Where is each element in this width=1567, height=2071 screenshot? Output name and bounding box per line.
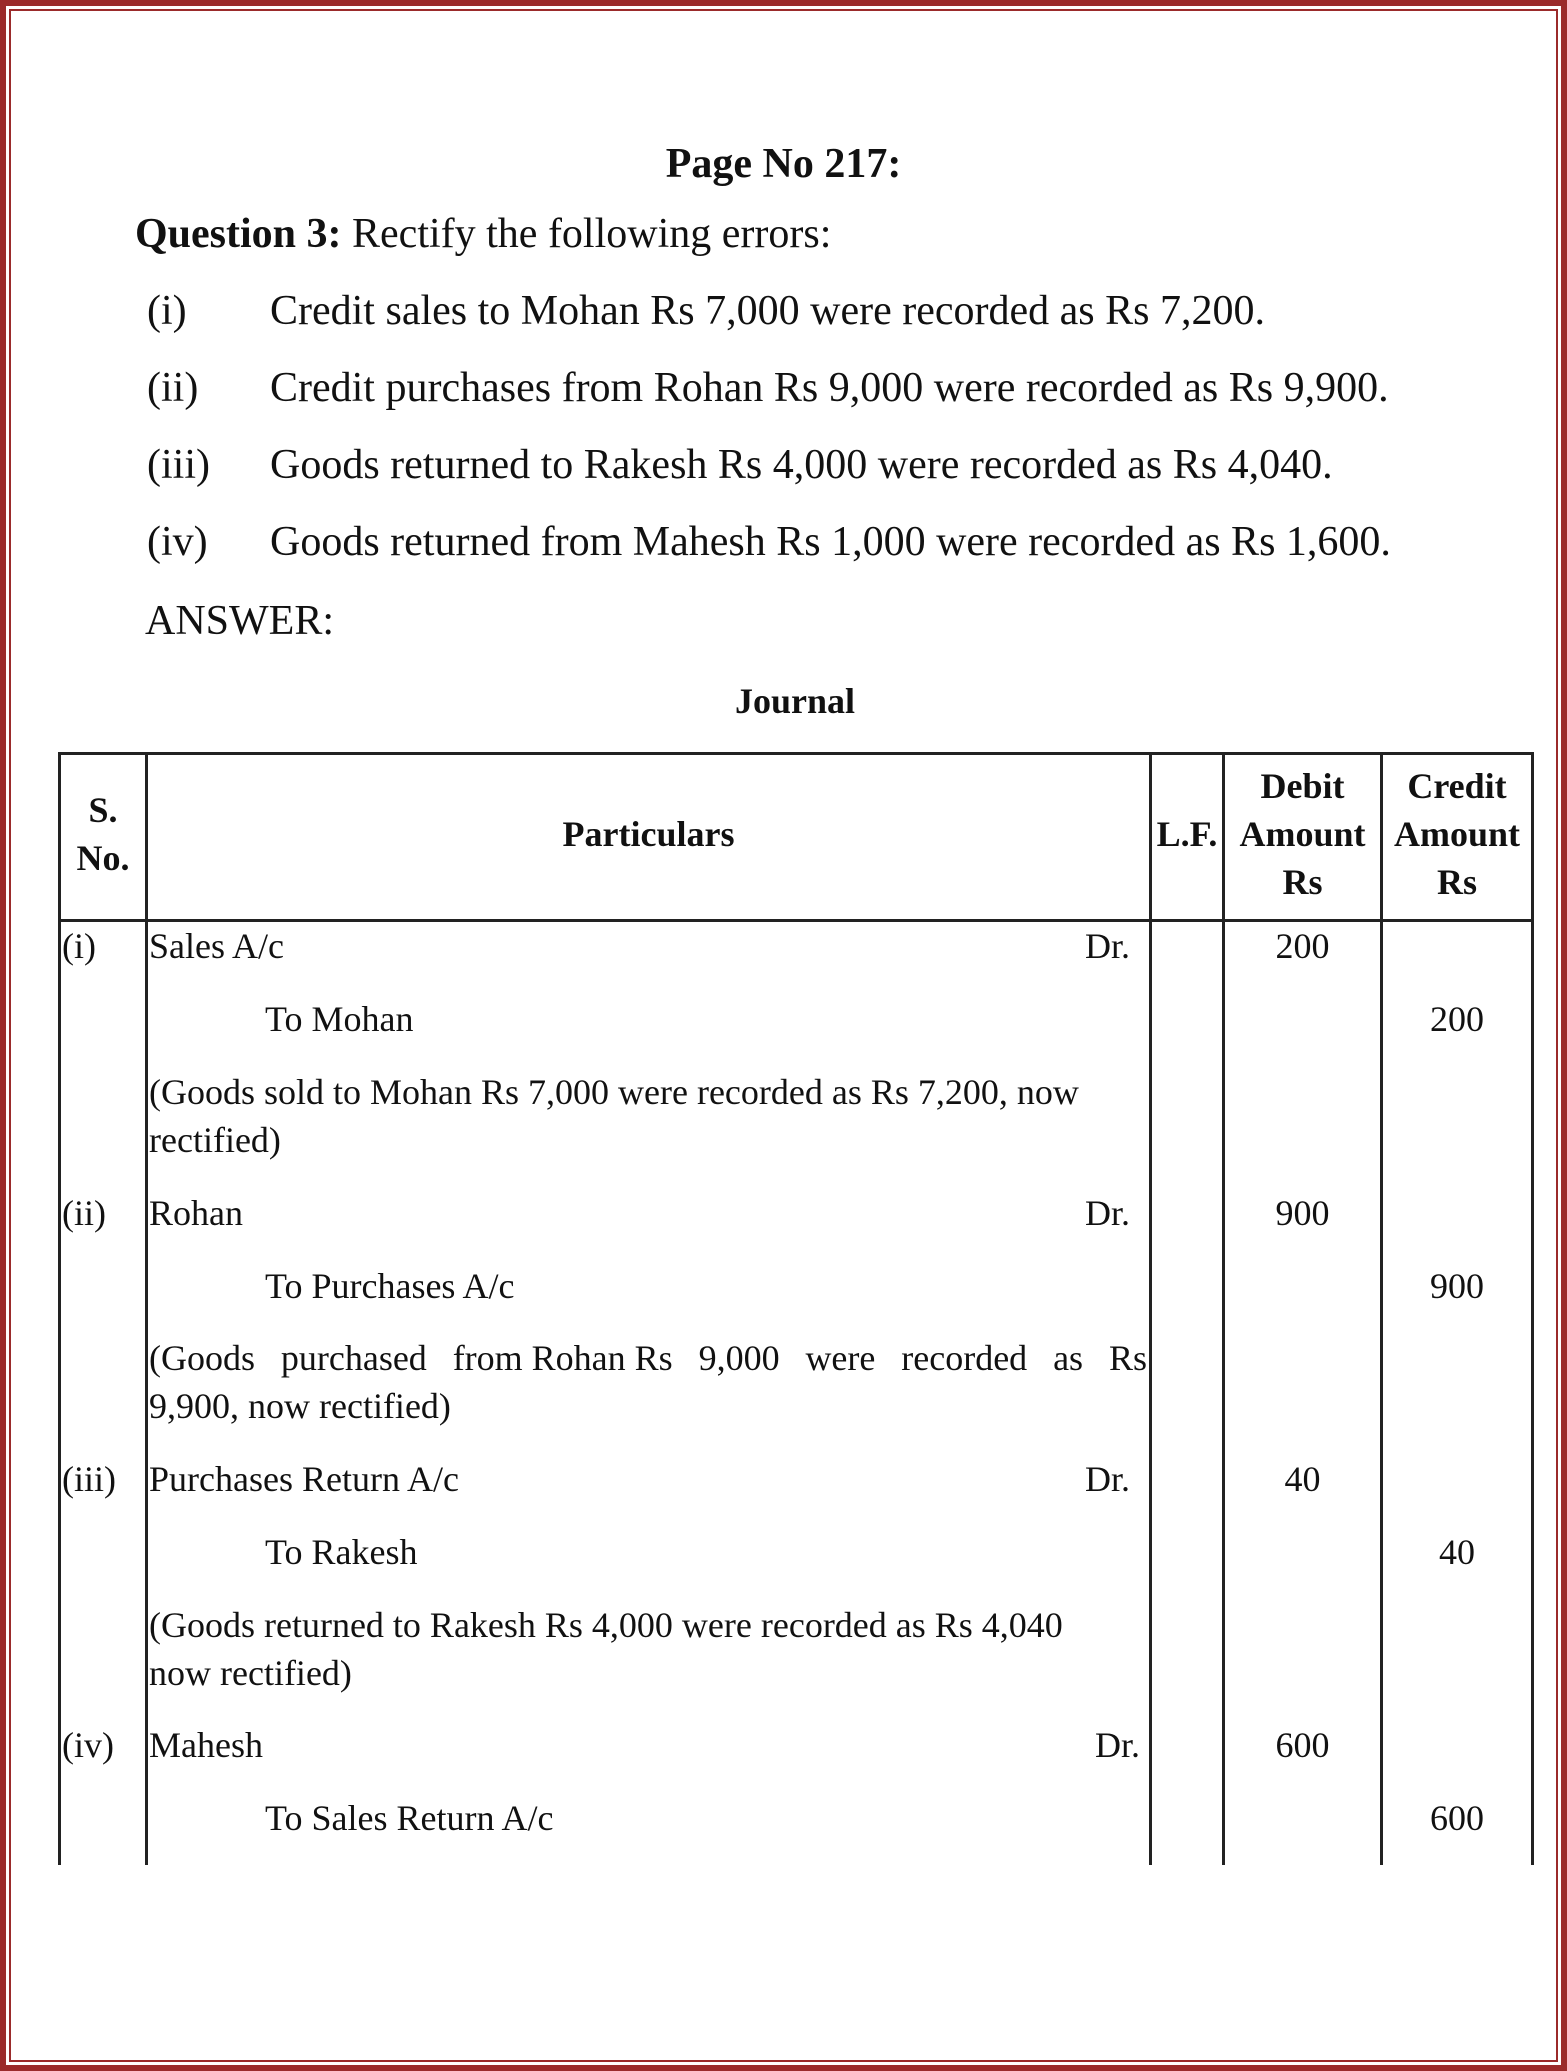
narration-word: Rs (1108, 1338, 1147, 1378)
narration-line: rectified) (149, 1120, 281, 1160)
table-col-border (145, 752, 148, 1865)
entry-credit-amount: 40 (1439, 1532, 1475, 1572)
entry-credit-amount: 600 (1430, 1798, 1484, 1838)
entry-debit-amount: 40 (1284, 1459, 1321, 1499)
journal-table (58, 752, 1534, 1865)
entry-credit-account: To Mohan (265, 999, 414, 1039)
entry-debit-account: Purchases Return A/c (149, 1459, 459, 1499)
question-heading (135, 210, 831, 258)
error-text: Goods returned from Mahesh Rs 1,000 were recorded as Rs 1,600. (270, 519, 1391, 565)
entry-debit-account: Rohan (149, 1193, 243, 1233)
header-debit-line: Debit (1260, 766, 1345, 806)
entry-credit-account: To Rakesh (265, 1532, 418, 1572)
entry-credit-amount: 200 (1430, 999, 1484, 1039)
narration-word: were (805, 1338, 876, 1378)
entry-debit-amount: 600 (1275, 1725, 1330, 1765)
entry-sno: (iv) (62, 1725, 114, 1765)
narration-word: (Goods (149, 1338, 255, 1378)
header-credit-line: Rs (1436, 862, 1477, 902)
entry-dr: Dr. (1085, 1193, 1130, 1233)
narration-word: recorded (901, 1338, 1028, 1378)
table-col-border (1222, 752, 1225, 1865)
table-col-border (58, 752, 61, 1865)
narration-word: from Rohan Rs (452, 1338, 673, 1378)
header-credit-line: Credit (1407, 766, 1507, 806)
narration-word: purchased (280, 1338, 427, 1378)
entry-debit-amount: 900 (1275, 1193, 1330, 1233)
header-debit (1225, 762, 1380, 906)
header-sno-line: S. (88, 790, 118, 830)
entry-debit-account: Sales A/c (149, 926, 284, 966)
answer-label: ANSWER: (145, 598, 334, 644)
header-credit-line: Amount (1393, 814, 1521, 854)
entry-dr: Dr. (1085, 1459, 1130, 1499)
header-credit (1383, 762, 1531, 906)
entry-credit-amount: 900 (1430, 1266, 1484, 1306)
narration-word: as (1053, 1338, 1084, 1378)
narration-word: 9,000 (698, 1338, 780, 1378)
header-debit-line: Amount (1239, 814, 1366, 854)
narration-line: (Goods sold to Mohan Rs 7,000 were recorded as Rs 7,200, now (149, 1072, 1079, 1112)
journal-title: Journal (734, 681, 856, 721)
error-item (147, 287, 1265, 335)
entry-sno: (ii) (62, 1193, 106, 1233)
error-number: (ii) (147, 365, 199, 411)
entry-narration (149, 1068, 1079, 1164)
error-text: Credit purchases from Rohan Rs 9,000 were recorded as Rs 9,900. (270, 365, 1389, 411)
page-number-heading: Page No 217: (665, 141, 902, 187)
narration-line-justified (149, 1334, 1147, 1382)
table-col-border (1531, 752, 1534, 1865)
entry-credit-account: To Sales Return A/c (265, 1798, 554, 1838)
narration-line: now rectified) (149, 1653, 352, 1693)
header-sno-line: No. (76, 838, 130, 878)
table-col-border (1149, 752, 1152, 1865)
question-text: Rectify the following errors: (341, 211, 832, 257)
entry-dr: Dr. (1085, 926, 1130, 966)
entry-narration (149, 1601, 1063, 1697)
entry-debit-account: Mahesh (149, 1725, 263, 1765)
entry-debit-amount: 200 (1275, 926, 1330, 966)
entry-sno: (iii) (62, 1459, 116, 1499)
error-text: Credit sales to Mohan Rs 7,000 were recorded as Rs 7,200. (270, 288, 1265, 334)
header-particulars: Particulars (562, 814, 735, 854)
entry-dr: Dr. (1095, 1725, 1140, 1765)
header-lf: L.F. (1156, 814, 1218, 854)
question-label: Question 3: (135, 211, 342, 257)
error-text: Goods returned to Rakesh Rs 4,000 were recorded as Rs 4,040. (270, 442, 1333, 488)
entry-narration (149, 1334, 1147, 1430)
error-item (147, 518, 1391, 566)
error-item (147, 364, 1389, 412)
entry-credit-account: To Purchases A/c (265, 1266, 515, 1306)
narration-line: 9,900, now rectified) (149, 1386, 451, 1426)
error-number: (iii) (147, 442, 210, 488)
header-sno (61, 786, 145, 882)
table-top-border (58, 752, 1534, 755)
entry-sno: (i) (62, 926, 96, 966)
narration-line: (Goods returned to Rakesh Rs 4,000 were recorded as Rs 4,040 (149, 1605, 1063, 1645)
header-debit-line: Rs (1282, 862, 1323, 902)
error-number: (i) (147, 288, 187, 334)
error-number: (iv) (147, 519, 208, 565)
error-item (147, 441, 1333, 489)
